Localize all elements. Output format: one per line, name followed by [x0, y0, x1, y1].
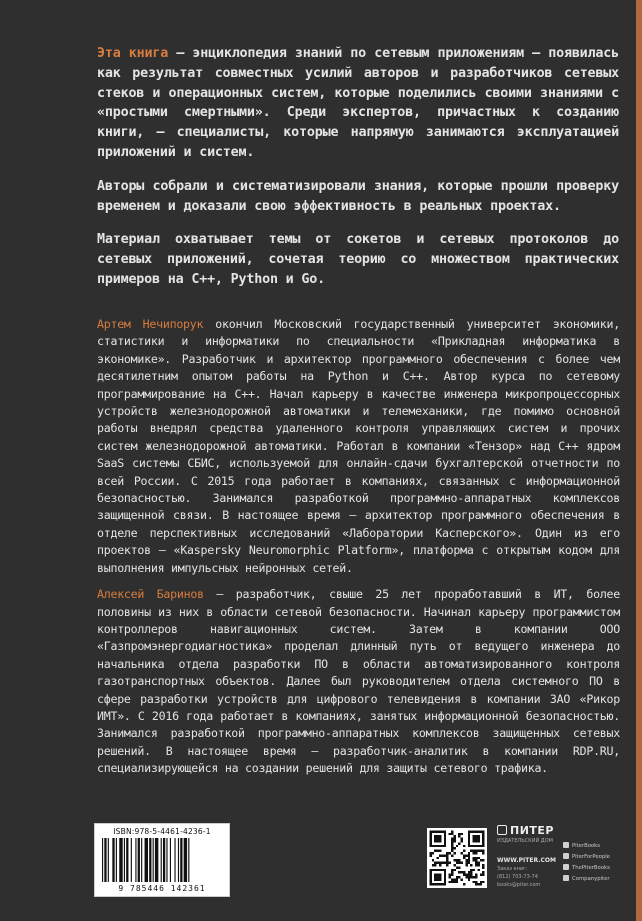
publisher-block [497, 824, 627, 904]
publisher-logo [497, 824, 554, 837]
qr-module [468, 862, 470, 864]
qr-module [451, 845, 453, 847]
author-name-2: Алексей Баринов [97, 587, 204, 602]
qr-module [475, 857, 477, 859]
qr-module [434, 874, 441, 881]
qr-module [465, 862, 467, 864]
barcode-bar [155, 838, 158, 882]
qr-module [473, 876, 475, 878]
social-link[interactable]: Companypiter [563, 875, 629, 886]
publisher-logo-icon [497, 825, 507, 835]
qr-module [482, 864, 484, 866]
qr-module [458, 859, 460, 861]
author-bio-2 [97, 586, 620, 777]
qr-module [463, 874, 465, 876]
qr-module [429, 852, 431, 854]
qr-module [482, 866, 484, 868]
qr-module [453, 852, 455, 854]
qr-module [451, 878, 453, 880]
qr-module [444, 862, 446, 864]
social-link[interactable]: ThePiterBooks [563, 864, 629, 875]
qr-module [446, 857, 448, 859]
qr-module [446, 854, 448, 856]
qr-module [482, 874, 484, 876]
qr-module [458, 842, 460, 844]
qr-module [480, 859, 482, 861]
qr-module [439, 862, 441, 864]
qr-module [473, 835, 480, 842]
barcode-bar [116, 838, 117, 882]
qr-module [475, 859, 477, 861]
qr-module [451, 881, 453, 883]
barcode-bar [131, 838, 132, 882]
author-bio-1-text: окончил Московский государственный университет экономики, статистики и информатики по специальности «Прикладная информатика в экономике». Разработчик и архитектор программного обеспечения с более чем десятилетним опытом работы на Python и C++. Автор курса по сетевому программирование на C++. Начал карьеру в качестве инженера микропроцессорных устройств железнодорожной автоматики и телемеханики, где помимо основной работы внедрял средства удаленного контроля управляющих систем и прочих систем железнодорожной автоматики. Работал в компании «Тензор» над C++ ядром SaaS системы СБИС, используемой для онлайн-сдачи бухгалтерской отчетности по всей России. С 2015 года работает в компаниях, связанных с информационной безопасностью. Занимался разработкой программно-аппаратных комплексов защищенной связи. В настоящее время — архитектор программного обеспечения в отделе перспективных исследований «Лаборатории Касперского». Один из его проектов — «Kaspersky Neuromorphic Platform», платформа с открытым кодом для выполнения импульсных нейронных сетей. [97, 317, 620, 575]
qr-module [473, 852, 475, 854]
blurb-accent-phrase: Эта книга [97, 46, 169, 61]
social-link[interactable]: PiterForPeople [563, 853, 629, 864]
qr-module [473, 850, 475, 852]
barcode-bar [178, 838, 179, 882]
blurb-paragraph-1 [97, 44, 619, 163]
qr-module [434, 850, 436, 852]
social-link[interactable]: PiterBooks [563, 842, 629, 853]
blurb-paragraph-1-text: — энциклопедия знаний по сетевым приложениям — появилась как результат совместных усилий авторов и разработчиков сетевых стеков и операционных систем, которые поделились своими знаниями с «простыми смертными». Среди экспертов, причастных к созданию книги, — специалисты, которые напрямую занимаются эксплуатацией приложений и систем. [97, 46, 619, 160]
qr-module [458, 876, 460, 878]
barcode-bar [102, 838, 103, 882]
barcode-bar [153, 838, 154, 882]
qr-module [475, 850, 477, 852]
qr-module [482, 871, 484, 873]
qr-module [473, 881, 475, 883]
barcode-bar [161, 838, 162, 882]
barcode-bar [166, 838, 167, 882]
qr-module [477, 857, 479, 859]
qr-module [453, 847, 455, 849]
qr-module [458, 871, 460, 873]
barcode-bar [149, 838, 151, 882]
barcode-bar [180, 838, 182, 882]
qr-module [451, 854, 453, 856]
isbn-barcode [94, 823, 230, 897]
qr-module [463, 850, 465, 852]
qr-module [449, 862, 451, 864]
qr-module [465, 854, 467, 856]
qr-module [434, 862, 436, 864]
qr-module [451, 847, 453, 849]
qr-module [470, 869, 472, 871]
qr-module [439, 850, 441, 852]
qr-module [480, 874, 482, 876]
barcode-bar [188, 838, 189, 882]
social-icon [563, 875, 569, 881]
qr-module [453, 859, 455, 861]
qr-module [463, 857, 465, 859]
barcode-bars [100, 838, 224, 884]
qr-module [482, 850, 484, 852]
qr-module [446, 862, 448, 864]
social-icon [563, 853, 569, 859]
qr-module [439, 854, 441, 856]
qr-module [449, 874, 451, 876]
qr-module [470, 874, 472, 876]
qr-module [456, 862, 458, 864]
qr-module [456, 866, 458, 868]
barcode-bar [126, 838, 128, 882]
qr-module [434, 864, 436, 866]
qr-module [465, 864, 467, 866]
publisher-logo-text: ПИТЕР [510, 824, 554, 837]
qr-module [451, 840, 453, 842]
isbn-label: ISBN:978-5-4461-4236-1 [113, 827, 211, 836]
qr-module [475, 874, 477, 876]
qr-module [482, 881, 484, 883]
qr-module [446, 852, 448, 854]
qr-module [468, 854, 470, 856]
qr-module [477, 862, 479, 864]
qr-module [432, 852, 434, 854]
author-bio-2-text: — разработчик, свыше 25 лет проработавший в ИТ, более половины из них в области сетевой безопасности. Начинал карьеру программистом контроллеров навигационных систем. Затем в компании ООО «Газпромэнергодиагностика» проделал длинный путь от ведущего инженера до начальника отдела разработки ПО в области автоматизированного контроля газотранспортных объектов. Далее был руководителем отдела системного ПО в сфере разработки устройств для цифрового телевидения в компании ЗАО «Рикор ИМТ». С 2016 года работает в компаниях, занятых информационной безопасностью. Занимался разработкой программно-аппаратных комплексов защищенных сетевых решений. В настоящее время — разработчик-аналитик в компании RDP.RU, специализирующейся на создании решений для защиты сетевого трафика. [97, 587, 621, 776]
cover-edge-strip [636, 0, 642, 921]
qr-module [451, 833, 453, 835]
barcode-bar [141, 838, 142, 882]
author-bio-1 [97, 316, 620, 577]
qr-module [453, 838, 455, 840]
qr-module [461, 871, 463, 873]
barcode-bar [163, 838, 165, 882]
publisher-website[interactable]: WWW.PITER.COM [497, 857, 556, 864]
qr-module [451, 874, 453, 876]
qr-module [458, 862, 460, 864]
qr-module [441, 854, 443, 856]
qr-module [480, 883, 482, 885]
qr-module [453, 878, 455, 880]
qr-module [458, 833, 460, 835]
qr-module [475, 864, 477, 866]
publisher-tagline: ИЗДАТЕЛЬСКИЙ ДОМ [497, 838, 553, 844]
qr-module [437, 857, 439, 859]
qr-module [456, 878, 458, 880]
qr-module [453, 864, 455, 866]
qr-module [453, 840, 455, 842]
qr-module [429, 854, 431, 856]
social-icon [563, 842, 569, 848]
qr-module [470, 871, 472, 873]
qr-module [473, 857, 475, 859]
barcode-bar [145, 838, 148, 882]
qr-module [461, 862, 463, 864]
qr-module [439, 864, 441, 866]
author-name-1: Артем Нечипорук [97, 317, 204, 331]
qr-module [461, 852, 463, 854]
qr-module [468, 878, 470, 880]
qr-module [475, 876, 477, 878]
qr-module [461, 878, 463, 880]
qr-module [482, 852, 484, 854]
qr-module [480, 881, 482, 883]
barcode-bar [119, 838, 122, 882]
qr-module [468, 874, 470, 876]
blurb-paragraph-3: Материал охватывает темы от сокетов и сетевых протоколов до сетевых приложений, сочетая теорию со множеством практических примеров на C++, Python и Go. [97, 232, 619, 287]
barcode-bar [170, 838, 171, 882]
barcode-bar [174, 838, 175, 882]
qr-module [441, 862, 443, 864]
qr-module [468, 852, 470, 854]
qr-module [437, 850, 439, 852]
qr-module [432, 864, 434, 866]
qr-module [465, 859, 467, 861]
barcode-bar [108, 838, 109, 882]
qr-module [451, 871, 453, 873]
barcode-bar [104, 838, 106, 882]
barcode-bar [124, 838, 125, 882]
qr-module [449, 876, 451, 878]
qr-module [468, 859, 470, 861]
qr-module [453, 881, 455, 883]
qr-module [477, 864, 479, 866]
qr-module [461, 833, 463, 835]
qr-module [432, 859, 434, 861]
qr-module [434, 835, 441, 842]
qr-module [477, 883, 479, 885]
qr-module [461, 840, 463, 842]
blurb-paragraph-2: Авторы собрали и систематизировали знания, которые прошли проверку временем и доказали свою эффективность в реальных проектах. [97, 178, 619, 214]
publisher-phone: (812) 703-73-74 [497, 874, 538, 880]
qr-module [468, 876, 470, 878]
qr-code [427, 828, 487, 888]
qr-module [470, 876, 472, 878]
publisher-order-label: Заказ книг: [497, 866, 528, 872]
qr-module [465, 876, 467, 878]
qr-module [468, 871, 470, 873]
barcode-bar [138, 838, 140, 882]
qr-module [475, 852, 477, 854]
qr-module [463, 883, 465, 885]
publisher-email[interactable]: books@piter.com [497, 882, 541, 888]
barcode-bar [135, 838, 136, 882]
qr-module [453, 835, 455, 837]
qr-module [456, 881, 458, 883]
qr-module [480, 850, 482, 852]
qr-module [461, 838, 463, 840]
qr-module [473, 869, 475, 871]
qr-module [451, 842, 453, 844]
qr-module [449, 833, 451, 835]
qr-module [477, 850, 479, 852]
qr-module [463, 871, 465, 873]
social-icon [563, 864, 569, 870]
qr-module [482, 859, 484, 861]
qr-module [446, 864, 448, 866]
blurb-section [97, 44, 619, 304]
barcode-bar [112, 838, 114, 882]
qr-module [465, 874, 467, 876]
qr-module [444, 854, 446, 856]
qr-module [451, 838, 453, 840]
publisher-social-list [563, 842, 629, 886]
qr-module [449, 852, 451, 854]
qr-module [451, 869, 453, 871]
qr-module [463, 854, 465, 856]
author-bios [97, 316, 620, 787]
qr-module [468, 857, 470, 859]
qr-module [437, 862, 439, 864]
qr-module [456, 859, 458, 861]
qr-module [446, 859, 448, 861]
qr-module [458, 866, 460, 868]
qr-module [451, 850, 453, 852]
qr-module [453, 869, 455, 871]
qr-module [473, 859, 475, 861]
qr-module [463, 845, 465, 847]
barcode-bar [184, 838, 187, 882]
qr-module [475, 883, 477, 885]
qr-module [458, 835, 460, 837]
qr-module [451, 830, 453, 832]
qr-module [470, 864, 472, 866]
qr-module [456, 876, 458, 878]
qr-module [449, 881, 451, 883]
barcode-number: 9 785446 142361 [118, 884, 206, 893]
qr-module [475, 881, 477, 883]
qr-module [477, 869, 479, 871]
qr-module [456, 845, 458, 847]
qr-module [470, 850, 472, 852]
qr-module [475, 862, 477, 864]
